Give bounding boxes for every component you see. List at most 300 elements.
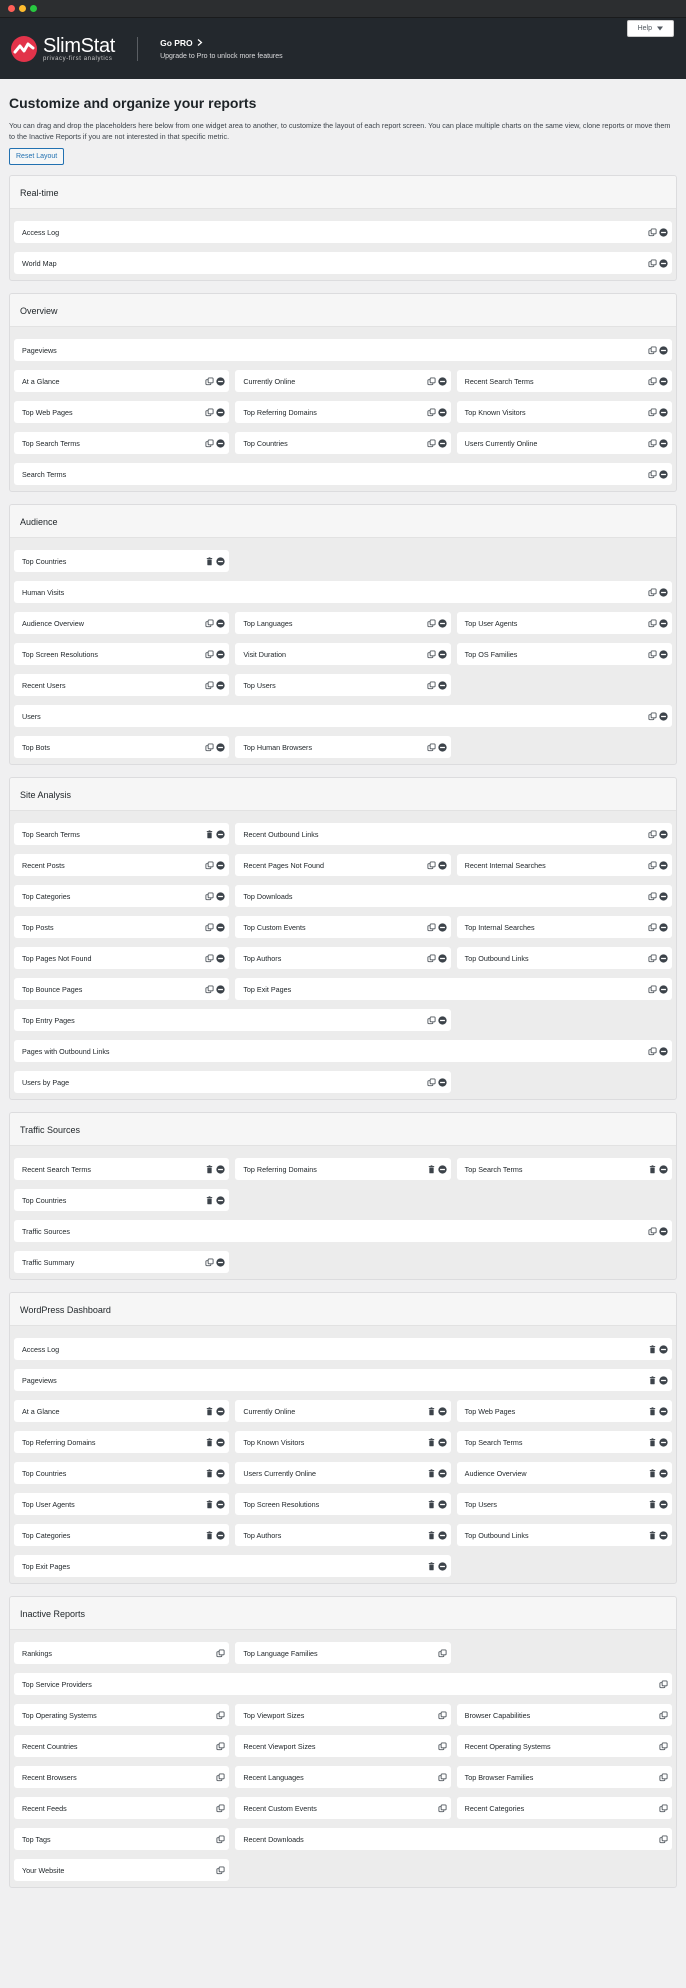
clone-icon[interactable] [648,439,657,448]
remove-icon[interactable] [438,408,447,417]
remove-icon[interactable] [659,470,668,479]
clone-icon[interactable] [216,1835,225,1844]
widget-label: Top Exit Pages [22,1561,70,1571]
report-widget-recent-posts[interactable] [14,854,229,876]
remove-icon[interactable] [216,408,225,417]
remove-icon[interactable] [438,1500,447,1509]
clone-icon[interactable] [648,954,657,963]
widget-actions [205,1165,225,1174]
widget-area[interactable] [10,538,676,764]
remove-icon[interactable] [216,650,225,659]
reset-layout-button[interactable]: Reset Layout [9,148,64,165]
remove-icon[interactable] [659,1345,668,1354]
report-widget-top-authors[interactable] [235,1524,450,1546]
remove-icon[interactable] [659,1047,668,1056]
remove-icon[interactable] [659,1531,668,1540]
trash-icon[interactable] [648,1469,657,1478]
clone-icon[interactable] [648,1047,657,1056]
report-widget-top-outbound-links[interactable] [457,1524,672,1546]
report-widget-top-referring-domains[interactable] [14,1431,229,1453]
remove-icon[interactable] [659,619,668,628]
clone-icon[interactable] [427,861,436,870]
clone-icon[interactable] [205,923,214,932]
clone-icon[interactable] [205,985,214,994]
remove-icon[interactable] [438,954,447,963]
remove-icon[interactable] [216,1407,225,1416]
clone-icon[interactable] [648,470,657,479]
clone-icon[interactable] [205,892,214,901]
report-widget-audience-overview[interactable] [14,612,229,634]
remove-icon[interactable] [659,712,668,721]
clone-icon[interactable] [648,650,657,659]
clone-icon[interactable] [438,1804,447,1813]
clone-icon[interactable] [205,1258,214,1267]
clone-icon[interactable] [216,1866,225,1875]
widget-actions [216,1742,225,1751]
clone-icon[interactable] [438,1649,447,1658]
minimize-window-button[interactable] [19,5,26,12]
report-widget-top-countries[interactable] [235,432,450,454]
report-widget-top-exit-pages[interactable] [14,1555,451,1577]
report-widget-top-categories[interactable] [14,1524,229,1546]
clone-icon[interactable] [648,346,657,355]
clone-icon[interactable] [659,1804,668,1813]
clone-icon[interactable] [427,1078,436,1087]
widget-area[interactable] [10,811,676,1099]
remove-icon[interactable] [659,985,668,994]
report-widget-access-log[interactable] [14,1338,672,1360]
clone-icon[interactable] [648,377,657,386]
report-widget-recent-users[interactable] [14,674,229,696]
remove-icon[interactable] [216,743,225,752]
trash-icon[interactable] [427,1531,436,1540]
report-widget-top-web-pages[interactable] [457,1400,672,1422]
clone-icon[interactable] [205,681,214,690]
report-widget-top-users[interactable] [457,1493,672,1515]
widget-actions [659,1835,668,1844]
report-widget-recent-browsers[interactable] [14,1766,229,1788]
remove-icon[interactable] [659,377,668,386]
zoom-window-button[interactable] [30,5,37,12]
widget-area[interactable] [10,1326,676,1583]
clone-icon[interactable] [648,259,657,268]
report-widget-recent-outbound-links[interactable] [235,823,672,845]
widget-label: Top Tags [22,1834,51,1844]
remove-icon[interactable] [438,619,447,628]
clone-icon[interactable] [205,619,214,628]
report-widget-access-log[interactable] [14,221,672,243]
report-widget-top-known-visitors[interactable] [457,401,672,423]
section-title: Real-time [10,176,676,209]
clone-icon[interactable] [216,1773,225,1782]
report-widget-currently-online[interactable] [235,1400,450,1422]
help-button[interactable] [627,20,674,37]
remove-icon[interactable] [659,923,668,932]
remove-icon[interactable] [659,259,668,268]
report-widget-at-a-glance[interactable] [14,1400,229,1422]
clone-icon[interactable] [427,650,436,659]
report-widget-top-known-visitors[interactable] [235,1431,450,1453]
report-widget-recent-search-terms[interactable] [457,370,672,392]
report-widget-top-pages-not-found[interactable] [14,947,229,969]
report-widget-top-user-agents[interactable] [14,1493,229,1515]
trash-icon[interactable] [648,1531,657,1540]
go-pro-title[interactable] [160,38,283,48]
report-widget-top-internal-searches[interactable] [457,916,672,938]
report-widget-pages-with-outbound-links[interactable] [14,1040,672,1062]
widget-actions [659,1804,668,1813]
trash-icon[interactable] [648,1407,657,1416]
clone-icon[interactable] [648,892,657,901]
widget-actions [648,830,668,839]
report-widget-recent-pages-not-found[interactable] [235,854,450,876]
report-widget-top-os-families[interactable] [457,643,672,665]
clone-icon[interactable] [648,408,657,417]
widget-label: Currently Online [243,1406,296,1416]
report-widget-traffic-summary[interactable] [14,1251,229,1273]
widget-actions [427,681,447,690]
remove-icon[interactable] [216,619,225,628]
widget-area[interactable] [10,1630,676,1887]
clone-icon[interactable] [216,1649,225,1658]
widget-area[interactable] [10,1146,676,1279]
remove-icon[interactable] [659,1438,668,1447]
slimstat-logo-icon [10,35,38,63]
report-widget-world-map[interactable] [14,252,672,274]
trash-icon[interactable] [648,1438,657,1447]
widget-label: Top Pages Not Found [22,953,92,963]
remove-icon[interactable] [438,1469,447,1478]
report-widget-top-language-families[interactable] [235,1642,450,1664]
clone-icon[interactable] [427,439,436,448]
remove-icon[interactable] [216,861,225,870]
remove-icon[interactable] [438,743,447,752]
widget-area[interactable] [10,327,676,491]
report-widget-top-service-providers[interactable] [14,1673,672,1695]
clone-icon[interactable] [648,619,657,628]
report-widget-recent-feeds[interactable] [14,1797,229,1819]
trash-icon[interactable] [648,1165,657,1174]
widget-actions [427,861,447,870]
widget-actions [648,470,668,479]
clone-icon[interactable] [427,954,436,963]
report-widget-top-tags[interactable] [14,1828,229,1850]
remove-icon[interactable] [216,1438,225,1447]
clone-icon[interactable] [205,650,214,659]
clone-icon[interactable] [648,861,657,870]
report-widget-at-a-glance[interactable] [14,370,229,392]
remove-icon[interactable] [216,1500,225,1509]
trash-icon[interactable] [427,1469,436,1478]
remove-icon[interactable] [659,1407,668,1416]
trash-icon[interactable] [205,1407,214,1416]
clone-icon[interactable] [427,377,436,386]
widget-area[interactable] [10,209,676,280]
remove-icon[interactable] [659,588,668,597]
trash-icon[interactable] [205,1500,214,1509]
remove-icon[interactable] [659,346,668,355]
trash-icon[interactable] [427,1438,436,1447]
widget-actions [205,1407,225,1416]
widget-label: Top Languages [243,618,293,628]
clone-icon[interactable] [216,1711,225,1720]
widget-label: Pages with Outbound Links [22,1046,110,1056]
remove-icon[interactable] [438,439,447,448]
remove-icon[interactable] [216,1469,225,1478]
report-widget-recent-categories[interactable] [457,1797,672,1819]
clone-icon[interactable] [659,1711,668,1720]
report-widget-top-authors[interactable] [235,947,450,969]
remove-icon[interactable] [438,1531,447,1540]
remove-icon[interactable] [659,892,668,901]
clone-icon[interactable] [648,830,657,839]
widget-label: Recent Pages Not Found [243,860,325,870]
widget-actions [648,1531,668,1540]
remove-icon[interactable] [216,439,225,448]
clone-icon[interactable] [427,408,436,417]
remove-icon[interactable] [659,1165,668,1174]
report-widget-your-website[interactable] [14,1859,229,1881]
remove-icon[interactable] [438,1562,447,1571]
clone-icon[interactable] [648,1227,657,1236]
remove-icon[interactable] [216,923,225,932]
clone-icon[interactable] [659,1773,668,1782]
widget-actions [427,1469,447,1478]
clone-icon[interactable] [205,408,214,417]
go-pro-link[interactable] [160,38,283,60]
remove-icon[interactable] [216,985,225,994]
report-widget-top-search-terms[interactable] [457,1431,672,1453]
remove-icon[interactable] [438,650,447,659]
remove-icon[interactable] [659,1469,668,1478]
widget-label: Top Users [243,680,276,690]
remove-icon[interactable] [659,228,668,237]
slimstat-logo[interactable] [10,35,115,63]
trash-icon[interactable] [427,1165,436,1174]
help-label: Help [637,25,652,32]
report-widget-recent-custom-events[interactable] [235,1797,450,1819]
widget-label: Top Referring Domains [243,1164,317,1174]
report-widget-recent-languages[interactable] [235,1766,450,1788]
report-widget-audience-overview[interactable] [457,1462,672,1484]
remove-icon[interactable] [659,1227,668,1236]
report-widget-top-screen-resolutions[interactable] [14,643,229,665]
report-widget-visit-duration[interactable] [235,643,450,665]
widget-label: Top Categories [22,1530,71,1540]
report-widget-recent-operating-systems[interactable] [457,1735,672,1757]
remove-icon[interactable] [438,681,447,690]
report-widget-pageviews[interactable] [14,339,672,361]
widget-actions [648,408,668,417]
widget-actions [427,1407,447,1416]
widget-actions [216,1649,225,1658]
remove-icon[interactable] [659,861,668,870]
report-widget-top-countries[interactable] [14,1189,229,1211]
widget-actions [438,1804,447,1813]
remove-icon[interactable] [216,954,225,963]
clone-icon[interactable] [648,985,657,994]
report-widget-traffic-sources[interactable] [14,1220,672,1242]
trash-icon[interactable] [648,1376,657,1385]
remove-icon[interactable] [659,1500,668,1509]
clone-icon[interactable] [216,1742,225,1751]
remove-icon[interactable] [438,923,447,932]
clone-icon[interactable] [205,743,214,752]
remove-icon[interactable] [659,830,668,839]
remove-icon[interactable] [659,954,668,963]
report-sections [9,175,677,1888]
report-widget-users[interactable] [14,705,672,727]
report-widget-top-search-terms[interactable] [457,1158,672,1180]
remove-icon[interactable] [438,1016,447,1025]
report-widget-top-referring-domains[interactable] [235,1158,450,1180]
clone-icon[interactable] [205,377,214,386]
remove-icon[interactable] [216,892,225,901]
widget-label: Top Authors [243,1530,282,1540]
report-widget-top-custom-events[interactable] [235,916,450,938]
window-titlebar [0,0,686,18]
widget-label: Recent Posts [22,860,65,870]
widget-actions [216,1711,225,1720]
report-widget-top-web-pages[interactable] [14,401,229,423]
report-widget-top-exit-pages[interactable] [235,978,672,1000]
report-widget-recent-downloads[interactable] [235,1828,672,1850]
report-widget-users-by-page[interactable] [14,1071,451,1093]
report-widget-top-search-terms[interactable] [14,823,229,845]
report-widget-top-referring-domains[interactable] [235,401,450,423]
caret-down-icon [657,26,663,31]
remove-icon[interactable] [216,1165,225,1174]
report-widget-top-posts[interactable] [14,916,229,938]
clone-icon[interactable] [648,588,657,597]
report-widget-recent-search-terms[interactable] [14,1158,229,1180]
remove-icon[interactable] [216,557,225,566]
report-widget-top-categories[interactable] [14,885,229,907]
header-divider [137,37,138,61]
trash-icon[interactable] [648,1500,657,1509]
trash-icon[interactable] [427,1407,436,1416]
clone-icon[interactable] [427,923,436,932]
remove-icon[interactable] [659,439,668,448]
report-widget-recent-internal-searches[interactable] [457,854,672,876]
remove-icon[interactable] [438,1078,447,1087]
clone-icon[interactable] [427,681,436,690]
remove-icon[interactable] [659,650,668,659]
report-widget-top-human-browsers[interactable] [235,736,450,758]
trash-icon[interactable] [205,1438,214,1447]
remove-icon[interactable] [438,1438,447,1447]
trash-icon[interactable] [648,1345,657,1354]
report-widget-users-currently-online[interactable] [235,1462,450,1484]
report-widget-pageviews[interactable] [14,1369,672,1391]
report-widget-top-users[interactable] [235,674,450,696]
trash-icon[interactable] [205,830,214,839]
report-widget-browser-capabilities[interactable] [457,1704,672,1726]
widget-label: Your Website [22,1865,65,1875]
remove-icon[interactable] [216,1258,225,1267]
clone-icon[interactable] [205,439,214,448]
remove-icon[interactable] [438,1407,447,1416]
report-widget-top-downloads[interactable] [235,885,672,907]
clone-icon[interactable] [205,861,214,870]
remove-icon[interactable] [659,1376,668,1385]
report-widget-top-outbound-links[interactable] [457,947,672,969]
clone-icon[interactable] [648,712,657,721]
report-widget-top-countries[interactable] [14,1462,229,1484]
widget-label: Recent Users [22,680,66,690]
widget-actions [648,377,668,386]
remove-icon[interactable] [216,1196,225,1205]
report-widget-human-visits[interactable] [14,581,672,603]
report-widget-top-browser-families[interactable] [457,1766,672,1788]
clone-icon[interactable] [216,1804,225,1813]
clone-icon[interactable] [427,743,436,752]
widget-label: Users Currently Online [464,438,538,448]
widget-actions [438,1711,447,1720]
report-widget-top-operating-systems[interactable] [14,1704,229,1726]
report-widget-top-entry-pages[interactable] [14,1009,451,1031]
report-widget-recent-countries[interactable] [14,1735,229,1757]
trash-icon[interactable] [205,1165,214,1174]
remove-icon[interactable] [216,681,225,690]
report-widget-search-terms[interactable] [14,463,672,485]
report-widget-top-countries[interactable] [14,550,229,572]
close-window-button[interactable] [8,5,15,12]
widget-label: Search Terms [22,469,67,479]
clone-icon[interactable] [438,1742,447,1751]
remove-icon[interactable] [438,1165,447,1174]
report-widget-currently-online[interactable] [235,370,450,392]
trash-icon[interactable] [427,1500,436,1509]
report-widget-top-user-agents[interactable] [457,612,672,634]
trash-icon[interactable] [205,1196,214,1205]
clone-icon[interactable] [648,228,657,237]
clone-icon[interactable] [438,1711,447,1720]
clone-icon[interactable] [659,1742,668,1751]
widget-label: Recent Operating Systems [464,1741,551,1751]
report-widget-top-languages[interactable] [235,612,450,634]
clone-icon[interactable] [427,1016,436,1025]
widget-actions [648,1047,668,1056]
clone-icon[interactable] [648,923,657,932]
widget-label: Top Language Families [243,1648,318,1658]
remove-icon[interactable] [216,1531,225,1540]
remove-icon[interactable] [216,830,225,839]
trash-icon[interactable] [205,1469,214,1478]
report-widget-top-bots[interactable] [14,736,229,758]
clone-icon[interactable] [438,1773,447,1782]
report-widget-rankings[interactable] [14,1642,229,1664]
report-widget-recent-viewport-sizes[interactable] [235,1735,450,1757]
trash-icon[interactable] [205,557,214,566]
remove-icon[interactable] [659,408,668,417]
report-widget-users-currently-online[interactable] [457,432,672,454]
report-widget-top-screen-resolutions[interactable] [235,1493,450,1515]
report-widget-top-bounce-pages[interactable] [14,978,229,1000]
clone-icon[interactable] [427,619,436,628]
clone-icon[interactable] [659,1680,668,1689]
clone-icon[interactable] [659,1835,668,1844]
widget-label: Top Human Browsers [243,742,313,752]
trash-icon[interactable] [205,1531,214,1540]
trash-icon[interactable] [427,1562,436,1571]
report-widget-top-viewport-sizes[interactable] [235,1704,450,1726]
report-widget-top-search-terms[interactable] [14,432,229,454]
remove-icon[interactable] [438,861,447,870]
remove-icon[interactable] [438,377,447,386]
remove-icon[interactable] [216,377,225,386]
clone-icon[interactable] [205,954,214,963]
